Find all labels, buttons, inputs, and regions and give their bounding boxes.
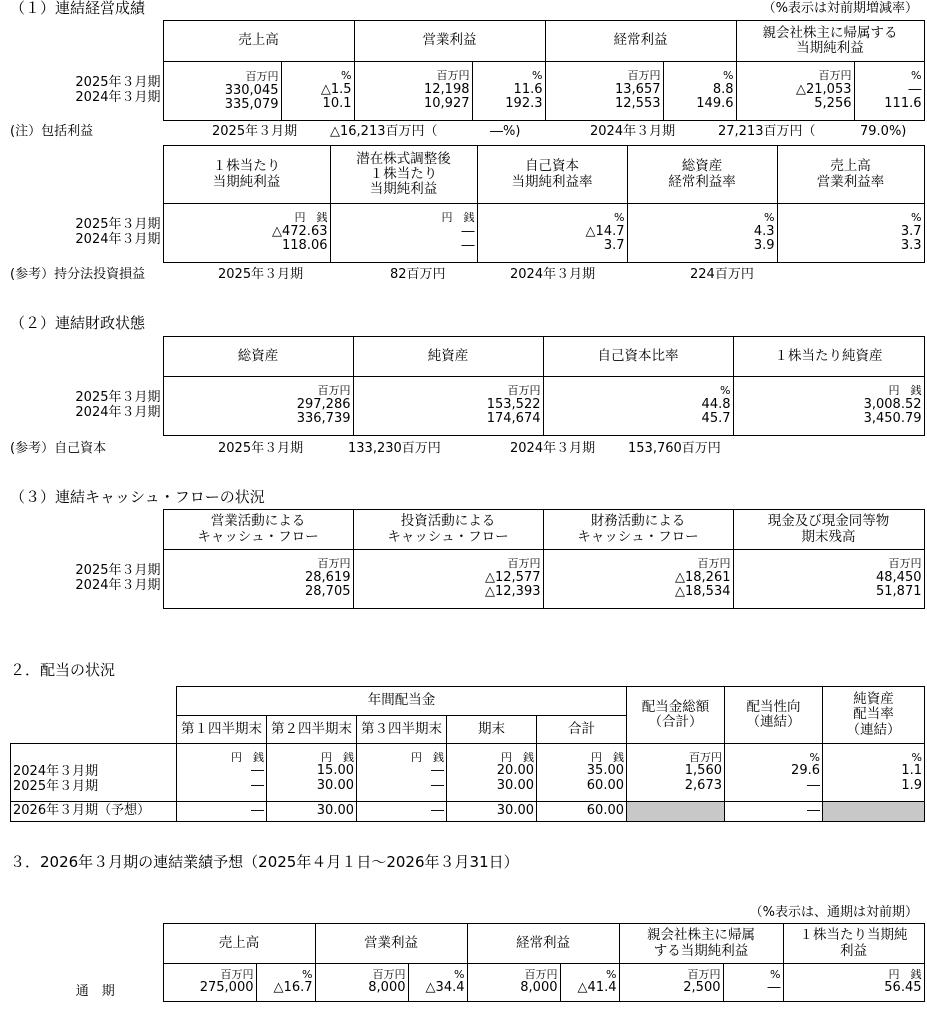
- table-cell: 経常利益率: [668, 173, 736, 190]
- table-cell: △1.5: [320, 81, 352, 97]
- table-cell: 1.9: [901, 777, 922, 793]
- table-cell: ―: [767, 980, 781, 996]
- table-cell: 円 銭: [501, 750, 534, 764]
- table-cell: （連結）: [846, 721, 901, 738]
- table-cell: ―: [908, 81, 922, 97]
- table-cell: 現金及び現金同等物: [767, 513, 890, 530]
- forecast-header-op-profit: 営業利益: [315, 924, 467, 964]
- table-cell: 3.7: [603, 238, 625, 254]
- comp-pct-2: 79.0%): [860, 124, 907, 139]
- table-cell: %: [723, 69, 734, 83]
- table-cell: %: [341, 69, 352, 83]
- table-cell: ―: [177, 802, 267, 822]
- header-diluted-eps: [330, 146, 477, 204]
- table-cell: 2,673: [684, 777, 722, 793]
- forecast-row-label: 通 期: [75, 983, 115, 999]
- table-cell: [315, 964, 408, 1002]
- table-cell: 円 銭: [231, 750, 264, 764]
- table-cell: 円 銭: [888, 384, 922, 398]
- table-cell: 3,450.79: [863, 411, 922, 427]
- table-cell: △16.7: [273, 980, 313, 996]
- section-title-financial-position: （２）連結財政状態: [10, 314, 146, 332]
- table-cell: △12,393: [485, 584, 541, 600]
- table-cell: 2024年３月期: [75, 405, 161, 420]
- table-cell: ―: [807, 777, 820, 793]
- header-op-margin: [777, 146, 924, 204]
- header-net-assets: 純資産: [353, 337, 543, 377]
- table-cell: [163, 62, 281, 121]
- table-cell: %: [764, 211, 775, 225]
- table-cell: [256, 964, 315, 1002]
- table-cell: [777, 204, 924, 263]
- table-cell: 12,553: [615, 96, 661, 112]
- table-cell: 2025年３月期: [75, 563, 161, 579]
- table-cell: 潜在株式調整後: [356, 150, 451, 167]
- row-label-2025: 2025年３月期: [75, 75, 161, 91]
- header-total: 合計: [537, 716, 627, 744]
- table-cell: %: [770, 968, 781, 982]
- table-cell: [467, 964, 560, 1002]
- table-cell: [353, 377, 543, 436]
- table-cell: 配当率: [853, 706, 894, 723]
- table-cell: [10, 377, 163, 436]
- table-cell: 82百万円: [390, 267, 446, 282]
- table-cell: 1,560: [684, 763, 722, 779]
- table-cell: 48,450: [876, 569, 922, 585]
- table-cell: 3.9: [753, 238, 775, 254]
- table-cell: 百万円: [317, 384, 351, 398]
- table-cell: [177, 744, 267, 802]
- table-cell: [543, 377, 733, 436]
- table-cell: [11, 687, 177, 716]
- table-cell: [736, 62, 854, 121]
- table-cell: [267, 744, 357, 802]
- table-cell: [733, 377, 924, 436]
- table-cell: [163, 204, 330, 263]
- table-cell: ―: [251, 777, 264, 793]
- table-cell: 2024年３月期: [13, 764, 99, 780]
- table-cell: [357, 744, 447, 802]
- header-equity-ratio: 自己資本比率: [543, 337, 733, 377]
- table-cell: キャッシュ・フロー: [197, 528, 319, 545]
- table-cell: [560, 964, 619, 1002]
- table-cell: △12,577: [485, 569, 541, 585]
- table-cell: 百万円: [524, 968, 558, 982]
- row-label-2024: 2024年３月期: [75, 90, 161, 105]
- table-cell: [627, 744, 725, 802]
- table-cell: 売上高: [830, 158, 871, 175]
- table-cell: 百万円: [697, 557, 731, 571]
- section-title-cash-flows: （３）連結キャッシュ・フローの状況: [10, 488, 265, 506]
- table-cell: ―: [461, 223, 475, 239]
- table-cell: [330, 204, 477, 263]
- table-cell: [627, 204, 777, 263]
- table-cell: %: [911, 750, 922, 764]
- table-cell: %: [532, 69, 543, 83]
- table-cell: 2024年３月期: [75, 578, 161, 593]
- table-cell: [543, 550, 733, 609]
- header-net-income: [736, 21, 924, 62]
- table-cell: 8,000: [368, 980, 406, 996]
- header-cash-balance: [733, 510, 924, 550]
- table-cell: １株当たり: [212, 158, 281, 175]
- table-cell: 百万円: [687, 968, 721, 982]
- section-title-dividends: ２．配当の状況: [10, 661, 116, 679]
- table-cell: %: [302, 968, 313, 982]
- table-cell: 百万円: [627, 69, 661, 83]
- table-cell: %: [911, 69, 922, 83]
- table-cell: [281, 62, 354, 121]
- table-cell: 円 銭: [888, 968, 922, 982]
- table-cell: 百万円: [888, 557, 922, 571]
- table-cell: △41.4: [577, 980, 617, 996]
- table-cell: 百万円: [507, 384, 541, 398]
- table-cell: 5,256: [814, 96, 852, 112]
- table-cell: 29.6: [791, 763, 820, 779]
- table-cell: 35.00: [586, 763, 624, 779]
- table-cell: 28,619: [305, 569, 351, 585]
- row-label-2026-forecast: 2026年３月期（予想）: [11, 802, 177, 822]
- forecast-total-blank: [627, 802, 725, 822]
- table-cell: 2024年３月期: [510, 267, 596, 282]
- table-cell: 12,198: [424, 81, 470, 97]
- table-cell: する当期純利益: [653, 942, 749, 959]
- table-cell: [10, 550, 163, 609]
- table-cell: 149.6: [696, 96, 734, 112]
- section-title-forecast: ３．2026年３月期の連結業績予想（2025年４月１日～2026年３月31日）: [10, 853, 519, 871]
- table-cell: 百万円: [245, 70, 279, 84]
- comp-year-1: 2025年３月期: [212, 124, 298, 139]
- table-cell: １株当たり: [369, 165, 438, 182]
- table-cell: 56.45: [884, 980, 922, 996]
- header-operating-cf: [163, 510, 353, 550]
- table-cell: [10, 924, 163, 964]
- table-cell: 百万円: [372, 968, 406, 982]
- table-cell: 2025年３月期: [13, 778, 99, 794]
- table-cell: [663, 62, 736, 121]
- table-cell: ―: [461, 238, 475, 254]
- table-cell: [545, 62, 663, 121]
- table-cell: △14.7: [585, 223, 625, 239]
- forecast-table: [10, 923, 925, 1002]
- table-cell: １株当たり当期純: [799, 927, 908, 944]
- header-q2: 第２四半期末: [267, 716, 357, 744]
- header-q1: 第１四半期末: [177, 716, 267, 744]
- forecast-doe-blank: [823, 802, 925, 822]
- table-cell: 336,739: [296, 411, 351, 427]
- table-cell: 親会社株主に帰属する: [762, 24, 898, 41]
- table-cell: [163, 964, 256, 1002]
- table-cell: [725, 744, 823, 802]
- table-cell: 192.3: [505, 96, 543, 112]
- header-year-end: 期末: [447, 716, 537, 744]
- header-bps: １株当たり純資産: [733, 337, 924, 377]
- table-cell: %: [911, 211, 922, 225]
- table-cell: （合計）: [648, 714, 703, 730]
- table-cell: 2025年３月期: [75, 390, 161, 406]
- header-payout-ratio: [725, 687, 823, 744]
- table-cell: 51,871: [876, 584, 922, 600]
- table-cell: △18,261: [675, 569, 731, 585]
- forecast-percent-note: （%表示は、通期は対前期）: [749, 905, 918, 920]
- table-cell: 275,000: [199, 980, 254, 996]
- table-cell: 153,760百万円: [628, 441, 721, 456]
- forecast-header-ord-profit: 経常利益: [467, 924, 619, 964]
- forecast-header-sales: 売上高: [163, 924, 315, 964]
- table-cell: 15.00: [316, 763, 354, 779]
- per-share-table: [10, 145, 925, 263]
- table-cell: [10, 204, 163, 263]
- table-cell: 営業利益率: [816, 173, 885, 190]
- table-cell: （連結）: [746, 714, 801, 730]
- header-doe: [823, 687, 925, 744]
- table-cell: [10, 510, 163, 550]
- table-cell: [447, 744, 537, 802]
- table-cell: 百万円: [317, 557, 351, 571]
- table-cell: 投資活動による: [400, 513, 496, 530]
- table-cell: [783, 964, 924, 1002]
- dividend-table: [10, 686, 925, 822]
- header-total-assets: 総資産: [163, 337, 353, 377]
- equity-capital-label: (参考）自己資本: [10, 441, 107, 456]
- table-cell: キャッシュ・フロー: [577, 528, 699, 545]
- table-cell: ―: [251, 763, 264, 779]
- comprehensive-income-label: (注）包括利益: [10, 124, 94, 139]
- table-cell: 当期純利益: [369, 181, 438, 198]
- table-cell: [823, 744, 925, 802]
- table-cell: 45.7: [701, 411, 731, 427]
- table-cell: 1.1: [901, 763, 922, 779]
- table-cell: [353, 550, 543, 609]
- comp-year-2: 2024年３月期: [590, 124, 676, 139]
- table-cell: 13,657: [615, 81, 661, 97]
- table-cell: 利益: [840, 942, 867, 959]
- table-cell: 配当性向: [746, 698, 801, 715]
- table-cell: ―: [431, 763, 444, 779]
- table-cell: [477, 204, 627, 263]
- header-roa: [627, 146, 777, 204]
- comp-value-1: △16,213百万円（: [330, 124, 438, 139]
- percent-note: （%表示は対前期増減率）: [762, 1, 918, 16]
- cell: 335,079: [224, 97, 279, 113]
- table-cell: 30.00: [496, 777, 534, 793]
- header-investing-cf: [353, 510, 543, 550]
- table-cell: 純資産: [853, 691, 894, 708]
- header-q3: 第３四半期末: [357, 716, 447, 744]
- table-cell: 当期純利益: [796, 40, 864, 56]
- header-eps: [163, 146, 330, 204]
- table-cell: ―: [431, 777, 444, 793]
- header-operating-profit: 営業利益: [354, 21, 545, 62]
- table-cell: 8,000: [520, 980, 558, 996]
- cell: 330,045: [224, 82, 279, 98]
- table-cell: 30.00: [447, 802, 537, 822]
- header-financing-cf: [543, 510, 733, 550]
- table-cell: 総資産: [681, 158, 723, 175]
- table-cell: 2025年３月期: [75, 217, 161, 233]
- table-cell: 期末残高: [801, 528, 856, 545]
- table-cell: 当期純利益率: [511, 173, 593, 190]
- forecast-header-eps: [783, 924, 924, 964]
- table-cell: 153,522: [486, 396, 541, 412]
- table-cell: [163, 377, 353, 436]
- table-cell: 224百万円: [690, 267, 754, 282]
- table-cell: 174,674: [486, 411, 541, 427]
- table-cell: 百万円: [220, 968, 254, 982]
- table-cell: [733, 550, 924, 609]
- header-sales: 売上高: [163, 21, 354, 62]
- table-cell: [408, 964, 467, 1002]
- table-cell: 28,705: [305, 584, 351, 600]
- equity-method-label: (参考）持分法投資損益: [10, 267, 146, 282]
- table-cell: 営業活動による: [210, 513, 306, 530]
- table-cell: △18,534: [675, 584, 731, 600]
- table-cell: 百万円: [436, 69, 470, 83]
- table-cell: 30.00: [316, 777, 354, 793]
- table-cell: 円 銭: [441, 211, 475, 225]
- table-cell: 配当金総額: [641, 698, 710, 715]
- table-cell: 百万円: [818, 69, 852, 83]
- table-cell: [11, 744, 177, 802]
- header-roe: [477, 146, 627, 204]
- table-cell: [11, 716, 177, 744]
- table-cell: 百万円: [689, 750, 722, 764]
- table-cell: 30.00: [267, 802, 357, 822]
- table-cell: ―: [725, 802, 823, 822]
- table-cell: 8.8: [712, 81, 734, 97]
- table-cell: △21,053: [796, 81, 852, 97]
- table-cell: 当期純利益: [212, 173, 281, 190]
- table-cell: 60.00: [537, 802, 627, 822]
- table-cell: 百万円: [507, 557, 541, 571]
- table-cell: 297,286: [296, 396, 351, 412]
- table-cell: △472.63: [272, 223, 328, 239]
- operating-results-table: [10, 20, 925, 121]
- table-cell: %: [614, 211, 625, 225]
- table-cell: 円 銭: [294, 211, 328, 225]
- table-cell: 3,008.52: [863, 396, 922, 412]
- table-cell: [10, 337, 163, 377]
- table-cell: [537, 744, 627, 802]
- table-cell: [354, 62, 472, 121]
- table-cell: 円 銭: [321, 750, 354, 764]
- table-cell: 20.00: [496, 763, 534, 779]
- forecast-header-net-income: [619, 924, 783, 964]
- cash-flow-table: [10, 509, 925, 609]
- table-cell: 60.00: [586, 777, 624, 793]
- table-cell: %: [606, 968, 617, 982]
- table-cell: 自己資本: [525, 158, 579, 175]
- section-title-operating-results: （１）連結経営成績: [10, 0, 146, 17]
- table-cell: %: [809, 750, 820, 764]
- table-cell: キャッシュ・フロー: [387, 528, 509, 545]
- table-cell: △34.4: [425, 980, 465, 996]
- table-cell: 親会社株主に帰属: [647, 927, 755, 944]
- table-cell: 2025年３月期: [218, 267, 304, 282]
- comp-value-2: 27,213百万円（: [718, 124, 816, 139]
- table-cell: [723, 964, 783, 1002]
- table-cell: ―: [357, 802, 447, 822]
- table-cell: [619, 964, 723, 1002]
- table-cell: 44.8: [701, 396, 731, 412]
- table-cell: 2024年３月期: [510, 441, 596, 456]
- table-cell: [163, 550, 353, 609]
- table-cell: %: [720, 384, 731, 398]
- table-cell: [10, 62, 163, 121]
- table-cell: 118.06: [282, 238, 328, 254]
- header-total-dividend: [627, 687, 725, 744]
- table-cell: 2025年３月期: [218, 441, 304, 456]
- header-annual-dividend: 年間配当金: [177, 687, 627, 716]
- table-cell: 3.3: [900, 238, 922, 254]
- table-cell: 10.1: [322, 96, 352, 112]
- table-cell: [10, 146, 163, 204]
- table-cell: 2,500: [683, 980, 721, 996]
- table-cell: 133,230百万円: [348, 441, 441, 456]
- table-cell: 11.6: [513, 81, 543, 97]
- table-cell: [10, 21, 163, 62]
- table-cell: [472, 62, 545, 121]
- header-ordinary-profit: 経常利益: [545, 21, 736, 62]
- financial-position-table: [10, 336, 925, 436]
- table-cell: 財務活動による: [590, 513, 686, 530]
- table-cell: [854, 62, 924, 121]
- table-cell: 111.6: [884, 96, 922, 112]
- table-cell: 4.3: [753, 223, 775, 239]
- table-cell: 2024年３月期: [75, 232, 161, 247]
- table-cell: 10,927: [424, 96, 470, 112]
- comp-pct-1: ―%): [490, 124, 521, 139]
- table-cell: 3.7: [900, 223, 922, 239]
- table-cell: 円 銭: [411, 750, 444, 764]
- table-cell: 円 銭: [591, 750, 624, 764]
- table-cell: %: [454, 968, 465, 982]
